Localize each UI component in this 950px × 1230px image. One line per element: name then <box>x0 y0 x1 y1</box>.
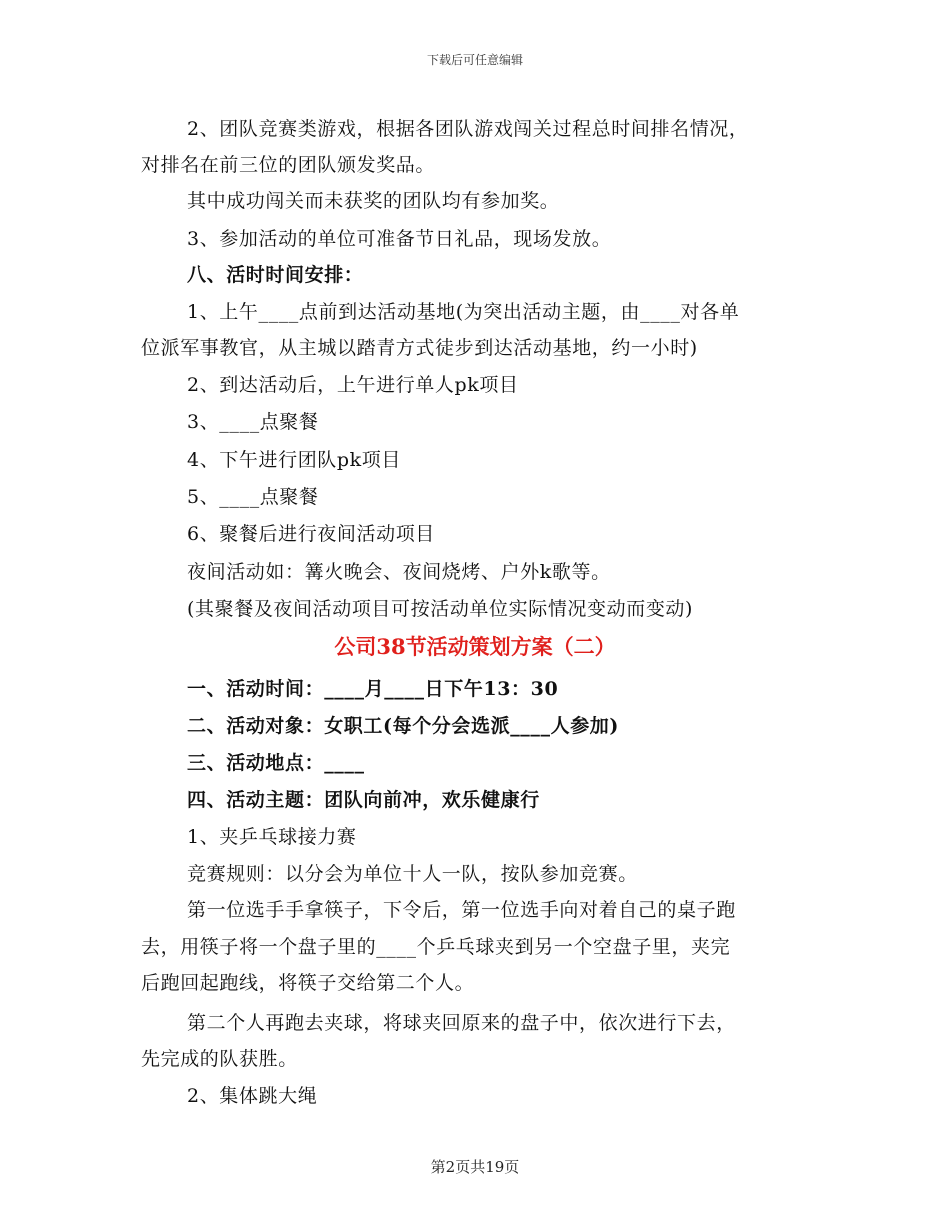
section-heading: 八、活时时间安排： <box>187 264 364 286</box>
schedule-line: 4、下午进行团队pk项目 <box>187 449 401 471</box>
schedule-line: 3、____点聚餐 <box>187 411 319 433</box>
schedule-line: 2、到达活动后，上午进行单人pk项目 <box>187 374 519 396</box>
schedule-line: 1、上午____点前到达活动基地(为突出活动主题，由____对各单 <box>187 301 740 323</box>
schedule-line: 夜间活动如：篝火晚会、夜间烧烤、户外k歌等。 <box>187 561 611 583</box>
body-line: 1、夹乒乓球接力赛 <box>187 826 357 848</box>
body-line: 第一位选手手拿筷子，下令后，第一位选手向对着自己的桌子跑 <box>187 899 736 921</box>
info-heading: 三、活动地点：____ <box>187 752 365 774</box>
document-title: 公司38节活动策划方案（二） <box>334 634 616 659</box>
schedule-line: (其聚餐及夜间活动项目可按活动单位实际情况变动而变动) <box>187 598 694 620</box>
info-heading: 四、活动主题：团队向前冲，欢乐健康行 <box>187 789 540 811</box>
body-line: 竞赛规则：以分会为单位十人一队，按队参加竞赛。 <box>187 863 638 885</box>
schedule-line: 6、聚餐后进行夜间活动项目 <box>187 523 435 545</box>
paragraph-line: 对排名在前三位的团队颁发奖品。 <box>141 154 436 176</box>
paragraph-line: 2、团队竞赛类游戏，根据各团队游戏闯关过程总时间排名情况， <box>187 118 749 140</box>
paragraph-line: 3、参加活动的单位可准备节日礼品，现场发放。 <box>187 228 612 250</box>
schedule-line: 5、____点聚餐 <box>187 486 319 508</box>
schedule-line: 位派军事教官，从主城以踏青方式徒步到达活动基地，约一小时) <box>141 337 698 359</box>
info-heading: 二、活动对象：女职工(每个分会选派____人参加) <box>187 715 619 737</box>
info-heading: 一、活动时间：____月____日下午13：30 <box>187 678 559 700</box>
paragraph-line: 其中成功闯关而未获奖的团队均有参加奖。 <box>187 190 560 212</box>
body-line: 后跑回起跑线，将筷子交给第二个人。 <box>141 972 475 994</box>
page-header: 下载后可任意编辑 <box>426 53 523 67</box>
page-footer: 第2页共19页 <box>430 1158 520 1176</box>
body-line: 第二个人再跑去夹球，将球夹回原来的盘子中，依次进行下去， <box>187 1012 736 1034</box>
body-line: 先完成的队获胜。 <box>141 1048 298 1070</box>
body-line: 去，用筷子将一个盘子里的____个乒乓球夹到另一个空盘子里，夹完 <box>141 936 731 958</box>
body-line: 2、集体跳大绳 <box>187 1085 318 1107</box>
